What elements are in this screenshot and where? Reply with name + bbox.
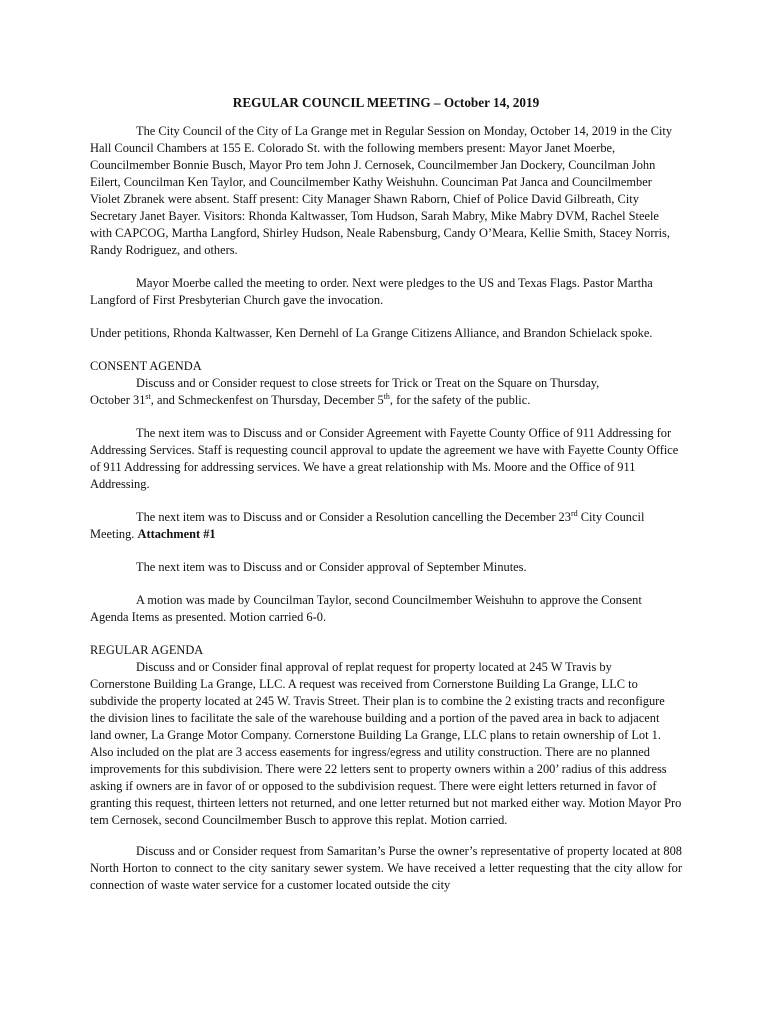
regular-item1-line1: Discuss and or Consider final approval of replat request for property located at 245 W Travis by: [136, 660, 612, 674]
regular-item-sewer-request: Discuss and or Consider request from Samaritan’s Purse the owner’s representative of property located at 808 North Horton to connect to the city sanitary sewer system. We have received a letter requesting that the city allow for connection of waste water service for a customer located outside the city: [90, 844, 682, 892]
consent-item-minutes: The next item was to Discuss and or Consider approval of September Minutes.: [136, 560, 527, 574]
regular-item-replat: [90, 659, 682, 829]
document-page: [90, 94, 682, 910]
consent-agenda-heading: CONSENT AGENDA: [90, 359, 202, 373]
petitions-paragraph: Under petitions, Rhonda Kaltwasser, Ken Dernehl of La Grange Citizens Alliance, and Brandon Schielack spoke.: [90, 326, 653, 340]
page-title: REGULAR COUNCIL MEETING – October 14, 2019: [232, 95, 540, 110]
consent-item1-sup1: st: [145, 391, 151, 401]
consent-item3-sup: rd: [570, 508, 578, 518]
consent-item1-date1: October 31: [90, 393, 146, 407]
regular-item1-body: Cornerstone Building La Grange, LLC. A request was received from Cornerstone Building La Grange, LLC to subdivide the property located at 245 W. Travis Street. Their plan is to combine the 2 existing tracts and reconfigure the division lines to facilitate the sale of the warehouse building and a portion of the paved area in back to adjacent land owner, La Grange Motor Company. Cornerstone Building La Grange, LLC plans to retain ownership of Lot 1. Also included on the plat are 3 access easements for ingress/egress and utility construction. There are no planned improvements for this subdivision. There were 22 letters sent to property owners within a 200’ radius of this address asking if owners are in favor of or opposed to the subdivision request. There were eight letters returned in favor of granting this request, thirteen letters not returned, and one letter returned but not marked either way. Motion Mayor Pro tem Cernosek, second Councilmember Busch to approve this replat. Motion carried.: [90, 677, 682, 827]
attachment-reference: Attachment #1: [137, 527, 216, 541]
regular-agenda-heading: REGULAR AGENDA: [90, 643, 204, 657]
consent-item3-text-end: City Council Meeting.: [90, 510, 645, 541]
consent-item1-line1: Discuss and or Consider request to close streets for Trick or Treat on the Square on Thursday,: [136, 376, 600, 390]
consent-item-resolution: [90, 509, 682, 543]
consent-item-911-addressing: The next item was to Discuss and or Consider Agreement with Fayette County Office of 911 Addressing for Addressing Services. Staff is requesting council approval to update the agreement we have with Fayette County Office of 911 Addressing for addressing services. We have a great relationship with Ms. Moore and the Office of 911 Addressing.: [90, 426, 679, 491]
consent-motion-paragraph: A motion was made by Councilman Taylor, second Councilmember Weishuhn to approve the Consent Agenda Items as presented. Motion carried 6-0.: [90, 593, 642, 624]
consent-item1-end: , for the safety of the public.: [389, 393, 531, 407]
consent-item1-sup2: th: [383, 391, 390, 401]
intro-paragraph: The City Council of the City of La Grange met in Regular Session on Monday, October 14, 2019 in the City Hall Council Chambers at 155 E. Colorado St. with the following members present: Mayor Janet Moerbe, Councilmember Bonnie Busch, Mayor Pro tem John J. Cernosek, Councilmember Jan Dockery, Councilman John Eilert, Councilman Ken Taylor, and Councilmember Kathy Weishuhn. Counciman Pat Janca and Councilmember Violet Zbranek were absent. Staff present: City Manager Shawn Raborn, Chief of Police David Gilbreath, City Secretary Janet Bayer. Visitors: Rhonda Kaltwasser, Tom Hudson, Sarah Mabry, Mike Mabry DVM, Rachel Steele with CAPCOG, Martha Langford, Shirley Hudson, Neale Rabensburg, Candy O’Meara, Kellie Smith, Stacey Norris, Randy Rodriguez, and others.: [90, 124, 673, 257]
consent-item-street-closures: [90, 375, 682, 409]
call-to-order-paragraph: Mayor Moerbe called the meeting to order. Next were pledges to the US and Texas Flags. Pastor Martha Langford of First Presbyterian Church gave the invocation.: [90, 276, 653, 307]
consent-item3-text: The next item was to Discuss and or Consider a Resolution cancelling the December 23: [136, 510, 571, 524]
consent-item1-date2: , and Schmeckenfest on Thursday, December 5: [150, 393, 384, 407]
